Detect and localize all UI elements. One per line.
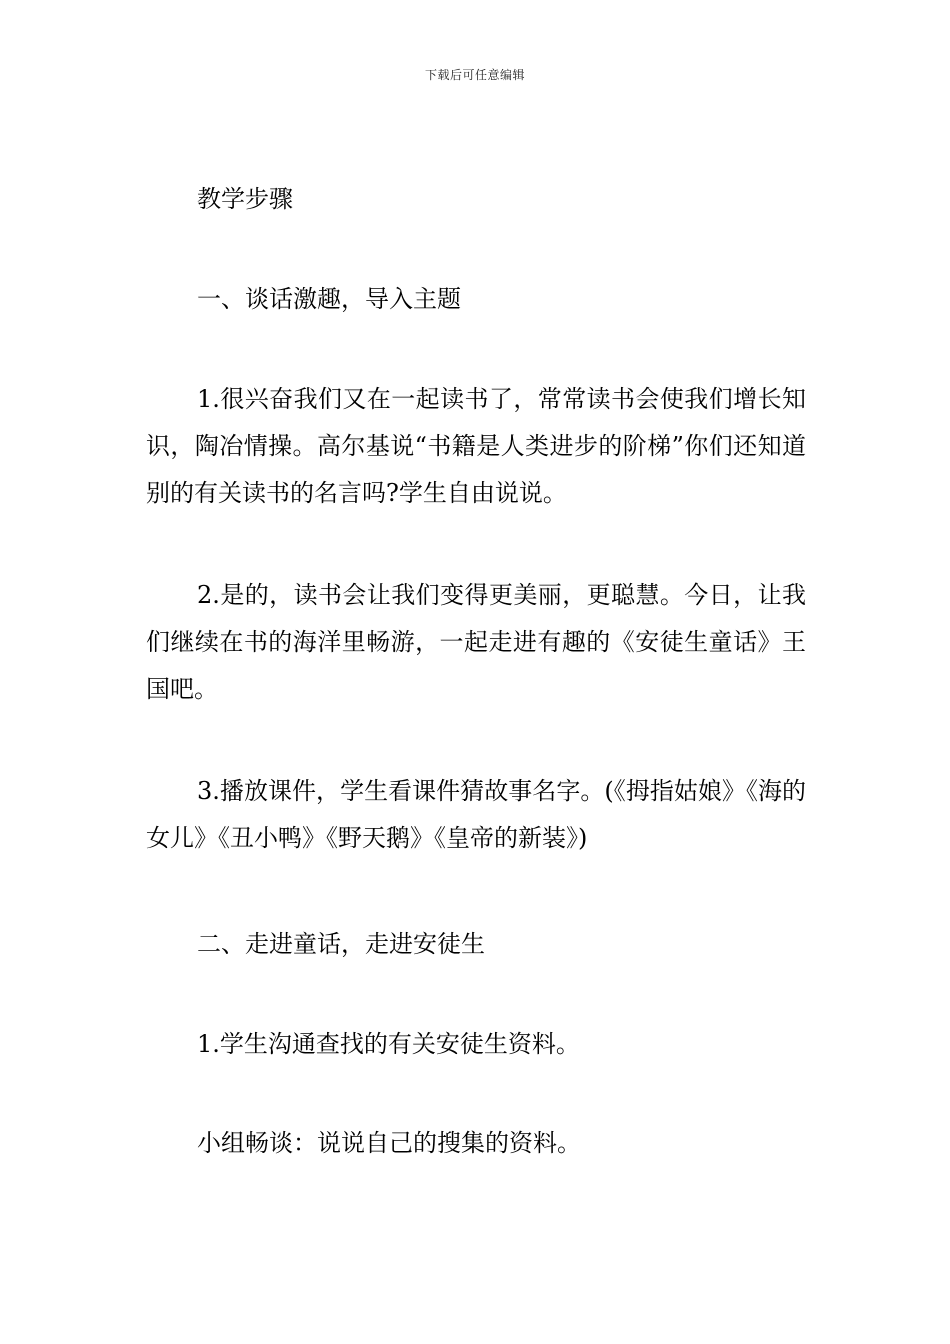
section2-title: 二、走进童话，走进安徒生 bbox=[197, 930, 485, 958]
section2-item1: 1.学生沟通查找的有关安徒生资料。 bbox=[197, 1030, 580, 1058]
section1-item1: 1.很兴奋我们又在一起读书了，常常读书会使我们增长知识，陶冶情操。高尔基说“书籍是人类进步的阶梯”你们还知道别的有关读书的名言吗?学生自由说说。 bbox=[146, 385, 806, 507]
section1-item3: 3.播放课件，学生看课件猜故事名字。(《拇指姑娘》《海的女儿》《丑小鸭》《野天鹅》《皇帝的新装》) bbox=[146, 777, 806, 852]
section1-item2: 2.是的，读书会让我们变得更美丽，更聪慧。今日，让我们继续在书的海洋里畅游，一起走进有趣的《安徒生童话》王国吧。 bbox=[146, 581, 806, 703]
section2-item1-note: 小组畅谈：说说自己的搜集的资料。 bbox=[197, 1129, 581, 1157]
section-heading: 教学步骤 bbox=[197, 185, 293, 213]
header-note: 下载后可任意编辑 bbox=[424, 68, 525, 82]
section1-title: 一、谈话激趣，导入主题 bbox=[197, 285, 461, 313]
